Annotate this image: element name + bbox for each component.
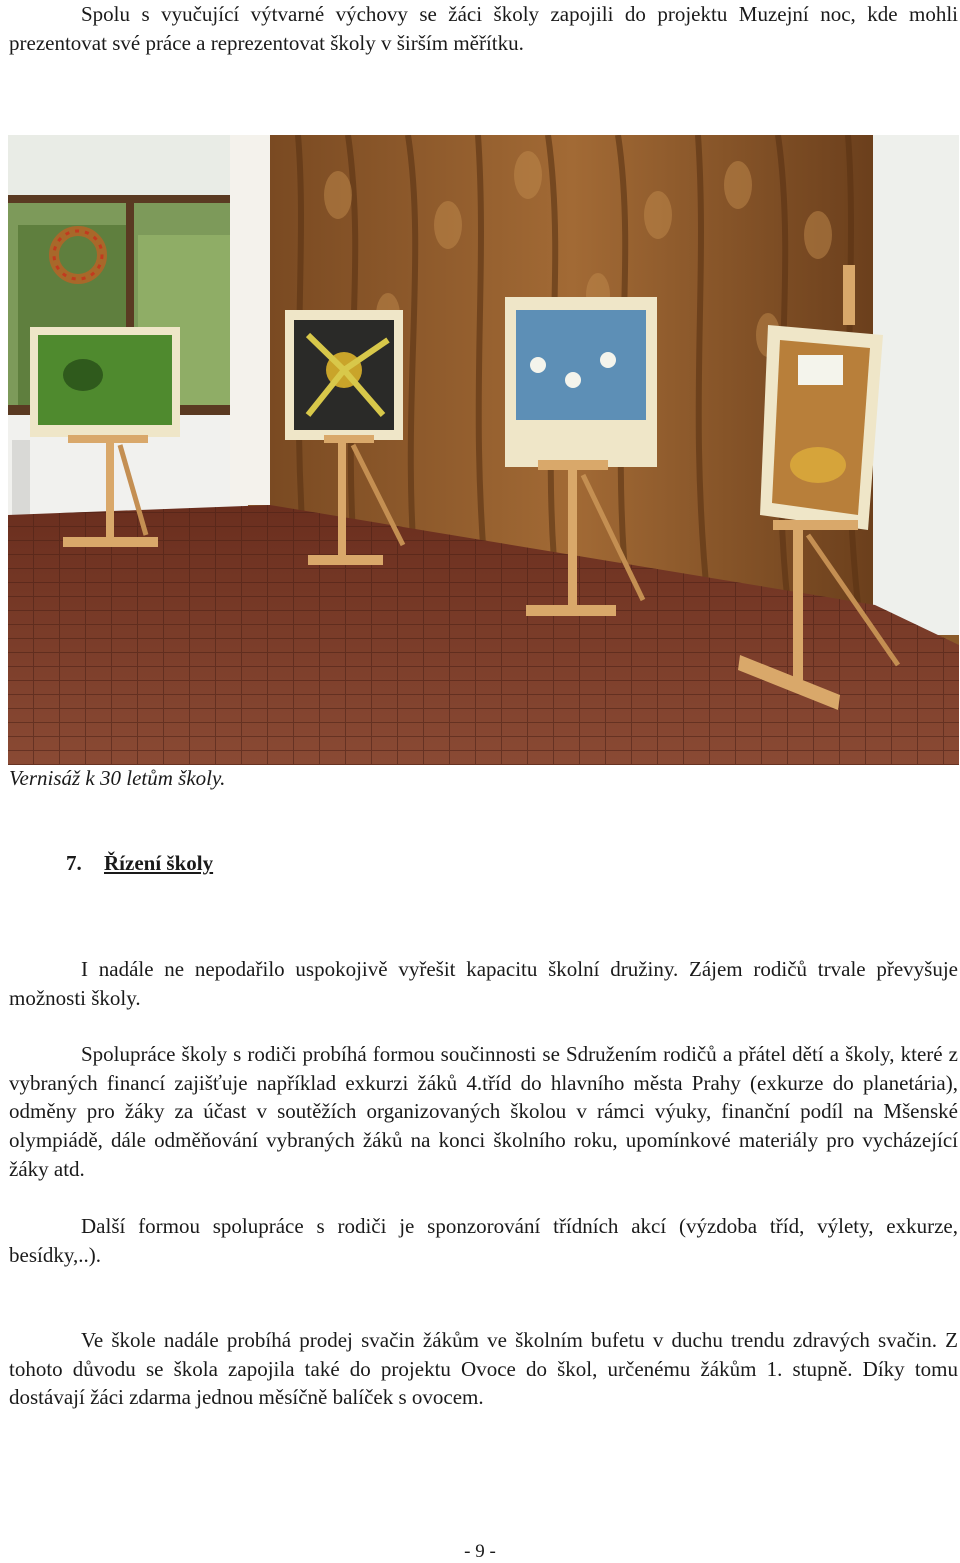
section-title: Řízení školy: [104, 851, 214, 875]
paragraph-2: Spolupráce školy s rodiči probíhá formou součinnosti se Sdružením rodičů a přátel dětí a školy, které z vybraných financí zajišťuje například exkurzi žáků 4.tříd do hlavního města Prahy (exkurze do planetária), odměny pro žáky za účast v soutěžích organizovaných školou v rámci výuky, finanční podíl na Mšenské olympiádě, dále odměňování vybraných žáků na konci školního roku, upomínkové materiály pro vycházející žáky atd.: [9, 1042, 958, 1181]
section-heading: [66, 851, 213, 876]
page-number: - 9 -: [464, 1541, 496, 1562]
paragraph-1: I nadále ne nepodařilo uspokojivě vyřešit kapacitu školní družiny. Zájem rodičů trvale převyšuje možnosti školy.: [9, 957, 958, 1010]
paragraph-4: Ve škole nadále probíhá prodej svačin žákům ve školním bufetu v duchu trendu zdravých svačin. Z tohoto důvodu se škola zapojila také do projektu Ovoce do škol, určenému žákům 1. stupně. Díky tomu dostávají žáci zdarma jednou měsíčně balíček s ovocem.: [9, 1328, 958, 1410]
paragraph-3: Další formou spolupráce s rodiči je sponzorování třídních akcí (výzdoba tříd, výlety, exkurze, besídky,..).: [9, 1214, 958, 1267]
section-number: 7.: [66, 851, 82, 875]
photo-caption: Vernisáž k 30 letům školy.: [9, 766, 226, 790]
intro-paragraph: Spolu s vyučující výtvarné výchovy se žáci školy zapojili do projektu Muzejní noc, kde mohli prezentovat své práce a reprezentovat školy v širším měřítku.: [9, 2, 958, 55]
exhibition-photo: [8, 135, 959, 765]
